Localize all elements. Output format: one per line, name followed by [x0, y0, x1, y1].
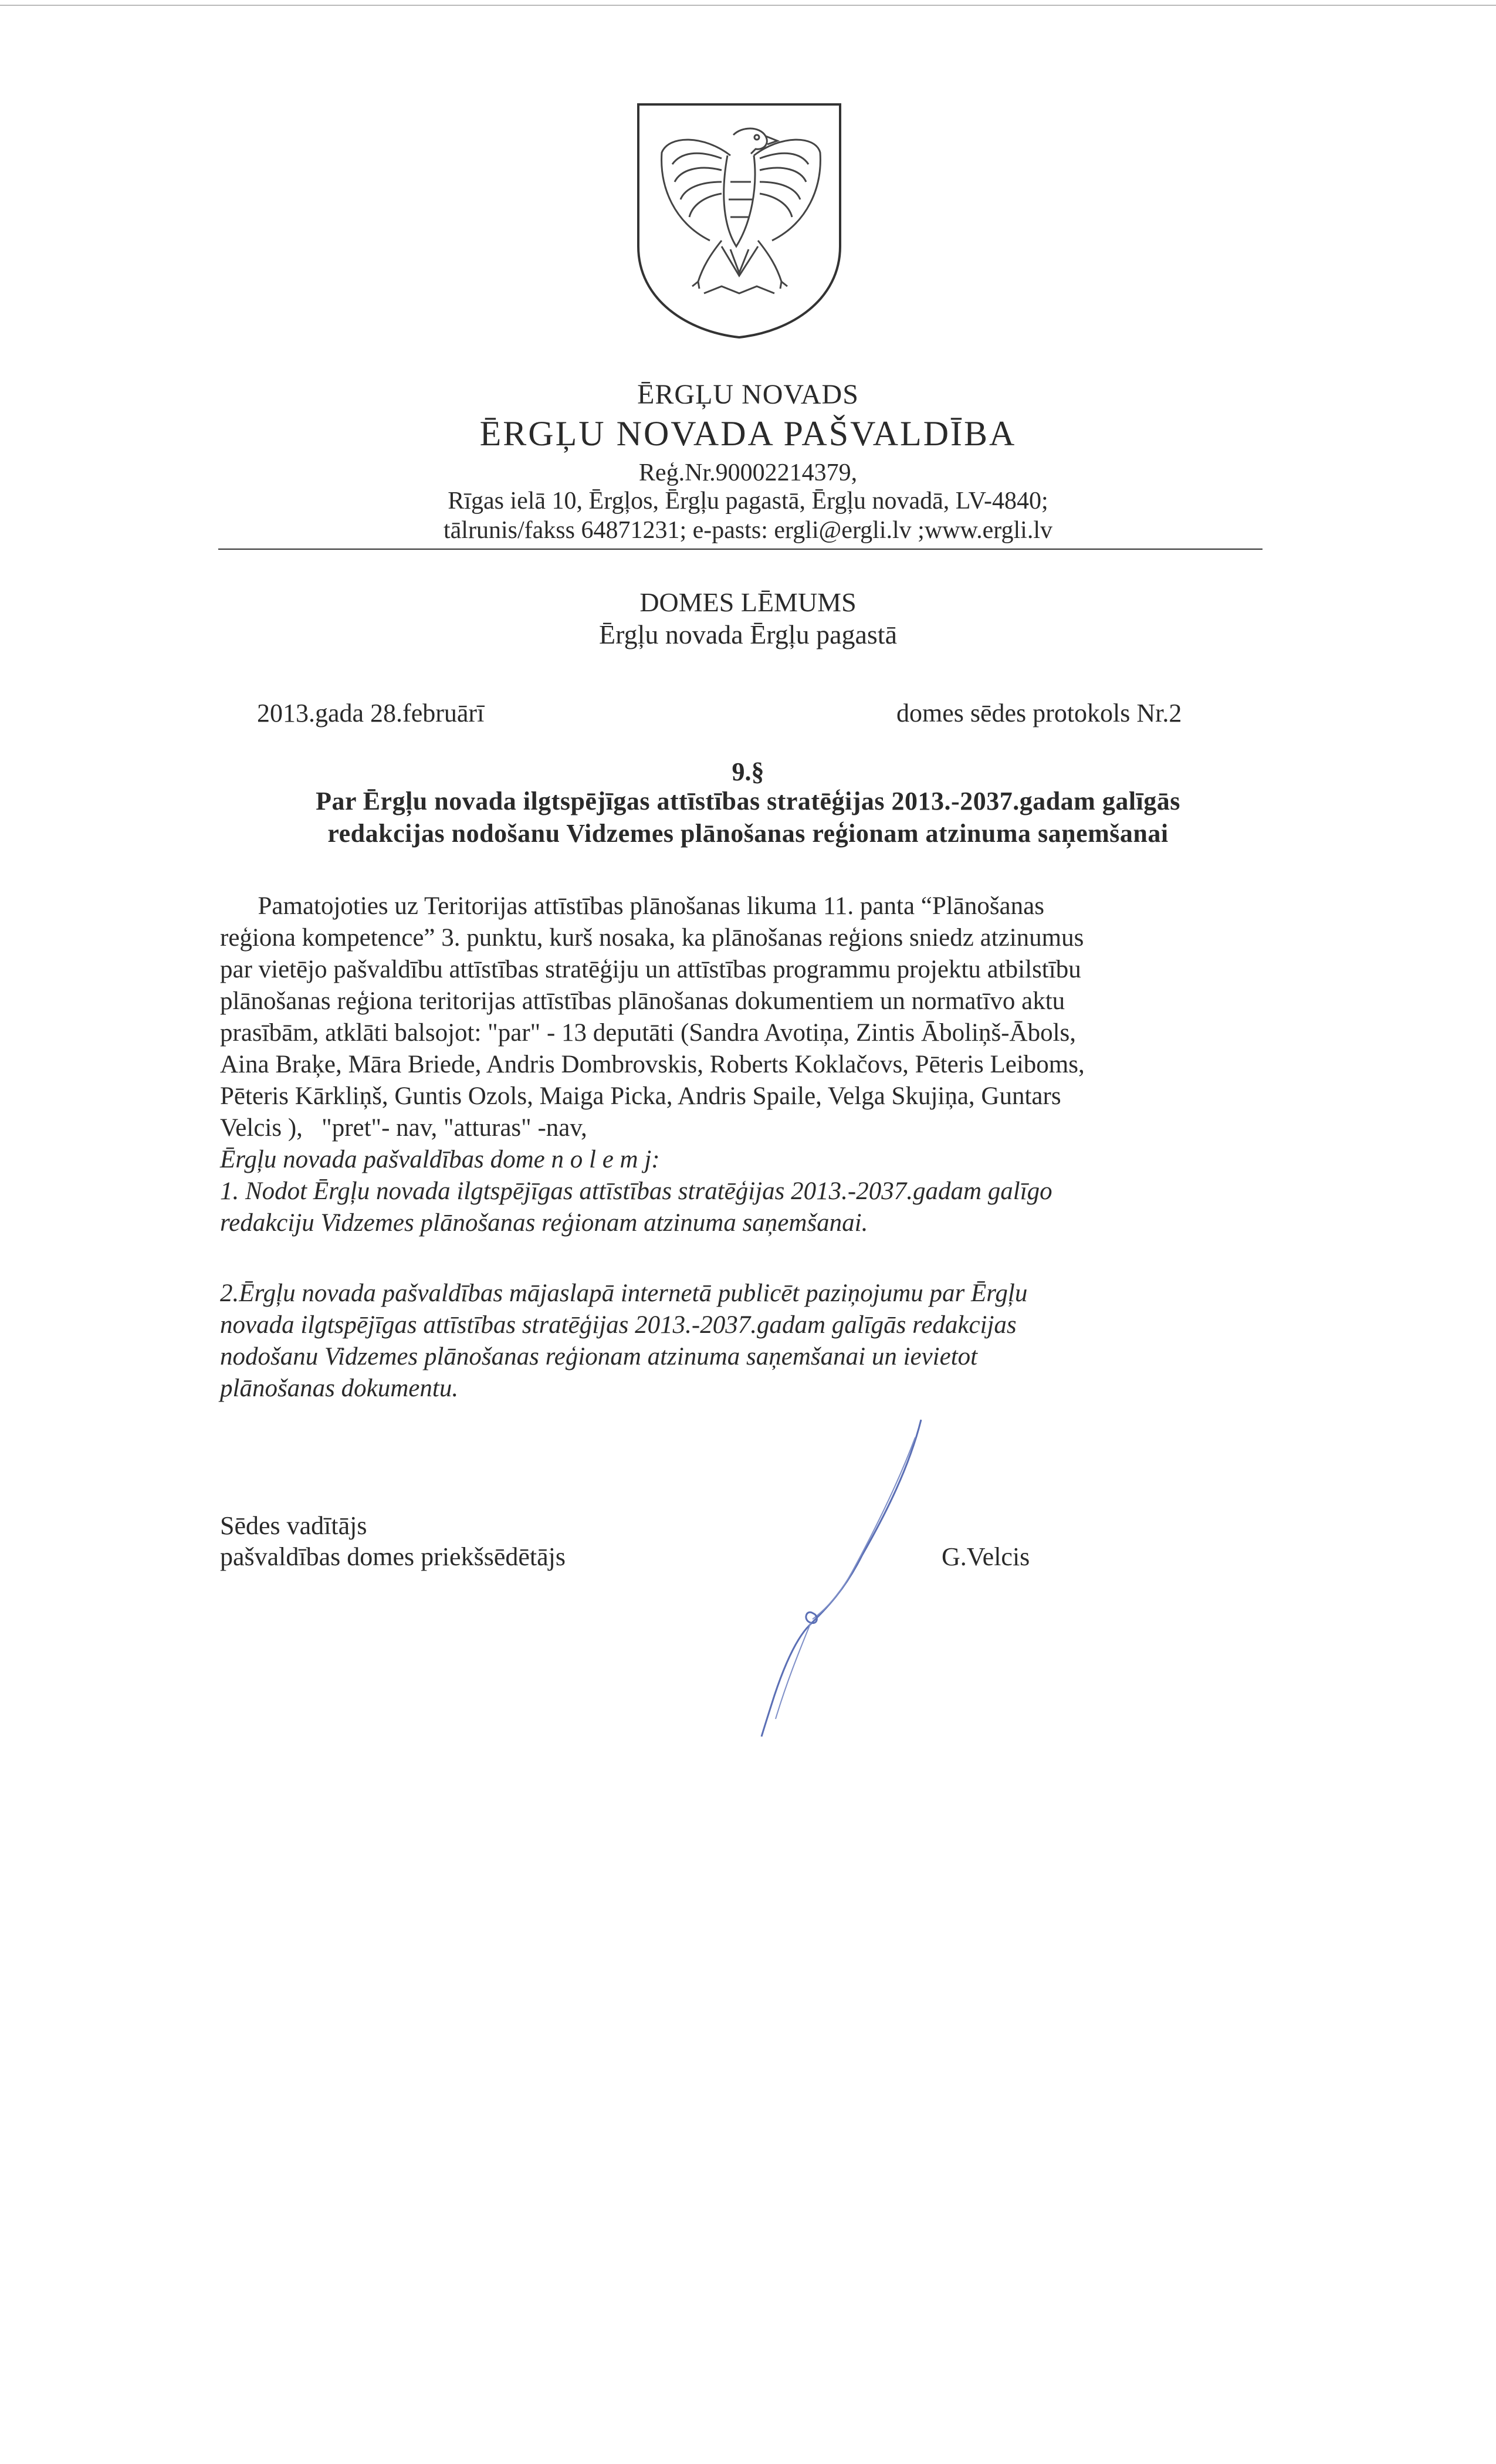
body-line: par vietējo pašvaldību attīstības stratēģiju un attīstības programmu projektu atbilstību — [220, 956, 1081, 983]
body-line: Aina Braķe, Māra Briede, Andris Dombrovskis, Roberts Koklačovs, Pēteris Leiboms, — [220, 1051, 1085, 1078]
body-line: prasībām, atklāti balsojot: "par" - 13 deputāti (Sandra Avotiņa, Zintis Āboliņš-Ābols, — [220, 1019, 1077, 1047]
scan-edge-line — [0, 5, 1496, 6]
resolution-item-2-line: novada ilgtspējīgas attīstības stratēģijas 2013.-2037.gadam galīgās redakcijas — [220, 1311, 1017, 1339]
address: Rīgas ielā 10, Ērgļos, Ērgļu pagastā, Ērgļu novadā, LV-4840; — [448, 488, 1048, 515]
header-divider — [218, 549, 1263, 550]
body-line: Pēteris Kārkliņš, Guntis Ozols, Maiga Picka, Andris Spaile, Velga Skujiņa, Guntars — [220, 1082, 1061, 1110]
body-line: Velcis ), "pret"- nav, "atturas" -nav, — [220, 1114, 587, 1142]
resolution-intro: Ērgļu novada pašvaldības dome n o l e m j: — [220, 1146, 660, 1173]
body-line: plānošanas reģiona teritorijas attīstības plānošanas dokumentiem un normatīvo aktu — [220, 987, 1065, 1015]
body-line: Pamatojoties uz Teritorijas attīstības plānošanas likuma 11. panta “Plānošanas — [220, 892, 1044, 920]
signer-role: pašvaldības domes priekšsēdētājs — [220, 1542, 566, 1571]
signature-icon — [698, 1414, 945, 1742]
decision-place: Ērgļu novada Ērgļu pagastā — [599, 620, 897, 649]
signer-name: G.Velcis — [942, 1542, 1030, 1571]
section-number: 9.§ — [732, 757, 764, 786]
resolution-item-2-line: nodošanu Vidzemes plānošanas reģionam atzinuma saņemšanai un ievietot — [220, 1343, 978, 1370]
resolution-item-1-line: 1. Nodot Ērgļu novada ilgtspējīgas attīstības stratēģijas 2013.-2037.gadam galīgo — [220, 1177, 1052, 1205]
decision-title-line: Par Ērgļu novada ilgtspējīgas attīstības stratēģijas 2013.-2037.gadam galīgās — [316, 787, 1180, 815]
contact-info: tālrunis/fakss 64871231; e-pasts: ergli@ergli.lv ;www.ergli.lv — [443, 517, 1052, 544]
decision-date: 2013.gada 28.februārī — [257, 699, 485, 727]
protocol-number: domes sēdes protokols Nr.2 — [896, 699, 1182, 727]
resolution-item-1-line: redakciju Vidzemes plānošanas reģionam atzinuma saņemšanai. — [220, 1209, 868, 1237]
authority-name: ĒRGĻU NOVADA PAŠVALDĪBA — [479, 414, 1017, 453]
resolution-item-2-line: plānošanas dokumentu. — [220, 1375, 459, 1402]
region-name: ĒRGĻU NOVADS — [637, 379, 859, 410]
resolution-item-2-line: 2.Ērgļu novada pašvaldības mājaslapā internetā publicēt paziņojumu par Ērgļu — [220, 1280, 1028, 1307]
eagle-coat-of-arms-icon — [634, 100, 845, 340]
document-type: DOMES LĒMUMS — [639, 587, 857, 617]
registration-number: Reģ.Nr.90002214379, — [638, 459, 858, 486]
body-line: reģiona kompetence” 3. punktu, kurš nosaka, ka plānošanas reģions sniedz atzinumus — [220, 924, 1084, 952]
signer-role: Sēdes vadītājs — [220, 1511, 367, 1540]
decision-title-line: redakcijas nodošanu Vidzemes plānošanas reģionam atzinuma saņemšanai — [327, 819, 1169, 848]
